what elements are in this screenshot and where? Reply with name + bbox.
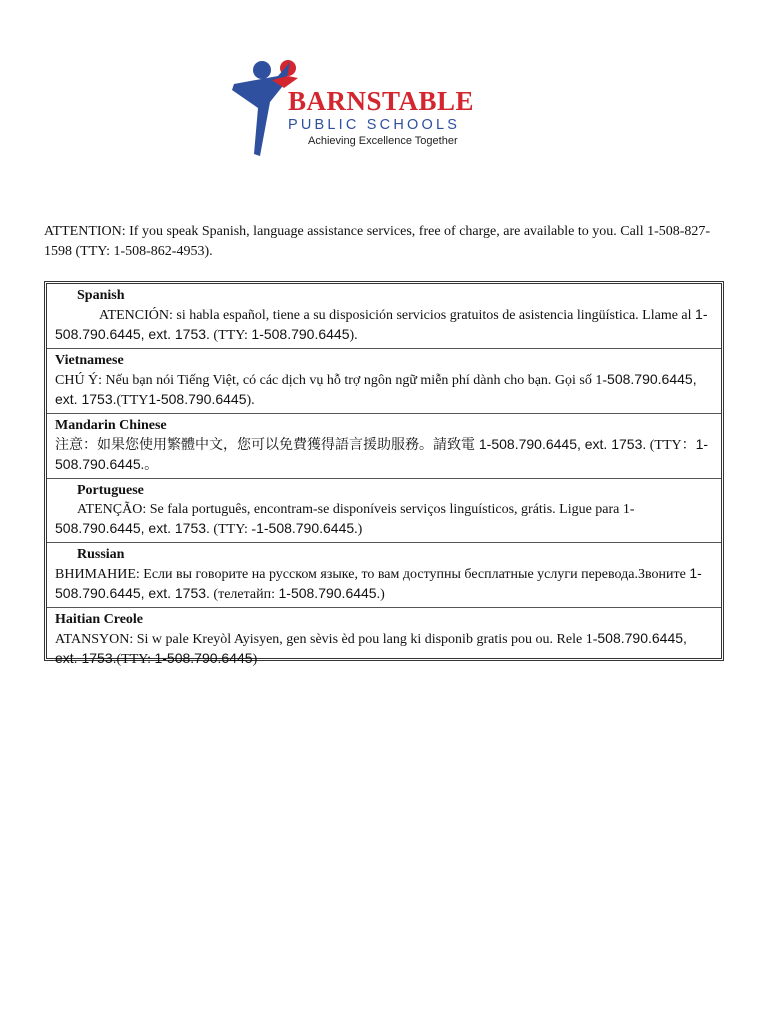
logo-name: BARNSTABLE	[288, 86, 475, 116]
language-name: Portuguese	[77, 483, 144, 498]
language-name: Russian	[77, 547, 125, 562]
language-text: 注意：如果您使用繁體中文，您可以免費獲得語言援助服務。請致電 1-508.790.6445, ext. 1753. (TTY：1-508.790.6445.。	[55, 436, 709, 473]
language-row-mandarin	[47, 414, 721, 479]
language-row-haitian-creole	[47, 608, 721, 672]
language-name: Haitian Creole	[55, 612, 144, 627]
language-row-russian	[47, 543, 721, 608]
attention-notice: ATTENTION: If you speak Spanish, language assistance services, free of charge, are available to you. Call 1-508-827-1598 (TTY: 1-508-862-4953).	[44, 224, 711, 259]
language-row-spanish	[47, 284, 721, 349]
language-text: ATENÇÃO: Se fala português, encontram-se disponíveis serviços linguísticos, grátis. Ligue para 1-508.790.6445, ext. 1753. (TTY: -1-508.790.6445.)	[55, 502, 635, 537]
language-text: ATENCIÓN: si habla español, tiene a su disposición servicios gratuitos de asistencia lingüística. Llame al 1-508.790.6445, ext. 1753. (TTY: 1-508.790.6445).	[55, 306, 708, 343]
language-assistance-table	[44, 281, 724, 667]
barnstable-logo	[228, 48, 478, 160]
language-text: ВНИМАНИЕ: Если вы говорите на русском языке, то вам доступны бесплатные услуги перевода.Звоните 1-508.790.6445, ext. 1753. (телетайп: 1-508.790.6445.)	[55, 565, 702, 602]
language-row-vietnamese	[47, 349, 721, 414]
language-text: ATANSYON: Si w pale Kreyòl Ayisyen, gen sèvis èd pou lang ki disponib gratis pou ou. Rele 1-508.790.6445, ext. 1753.(TTY: 1-508.790.6445)	[55, 630, 687, 667]
logo-subtitle: PUBLIC SCHOOLS	[288, 117, 461, 133]
language-name: Spanish	[77, 288, 125, 303]
logo-tagline: Achieving Excellence Together	[308, 135, 458, 147]
language-name: Vietnamese	[55, 353, 124, 368]
language-name: Mandarin Chinese	[55, 418, 167, 433]
language-text: CHÚ Ý: Nếu bạn nói Tiếng Việt, có các dịch vụ hỗ trợ ngôn ngữ miễn phí dành cho bạn. Gọi số 1-508.790.6445, ext. 1753.(TTY1-508.790.6445).	[55, 371, 697, 408]
language-row-portuguese	[47, 479, 721, 543]
